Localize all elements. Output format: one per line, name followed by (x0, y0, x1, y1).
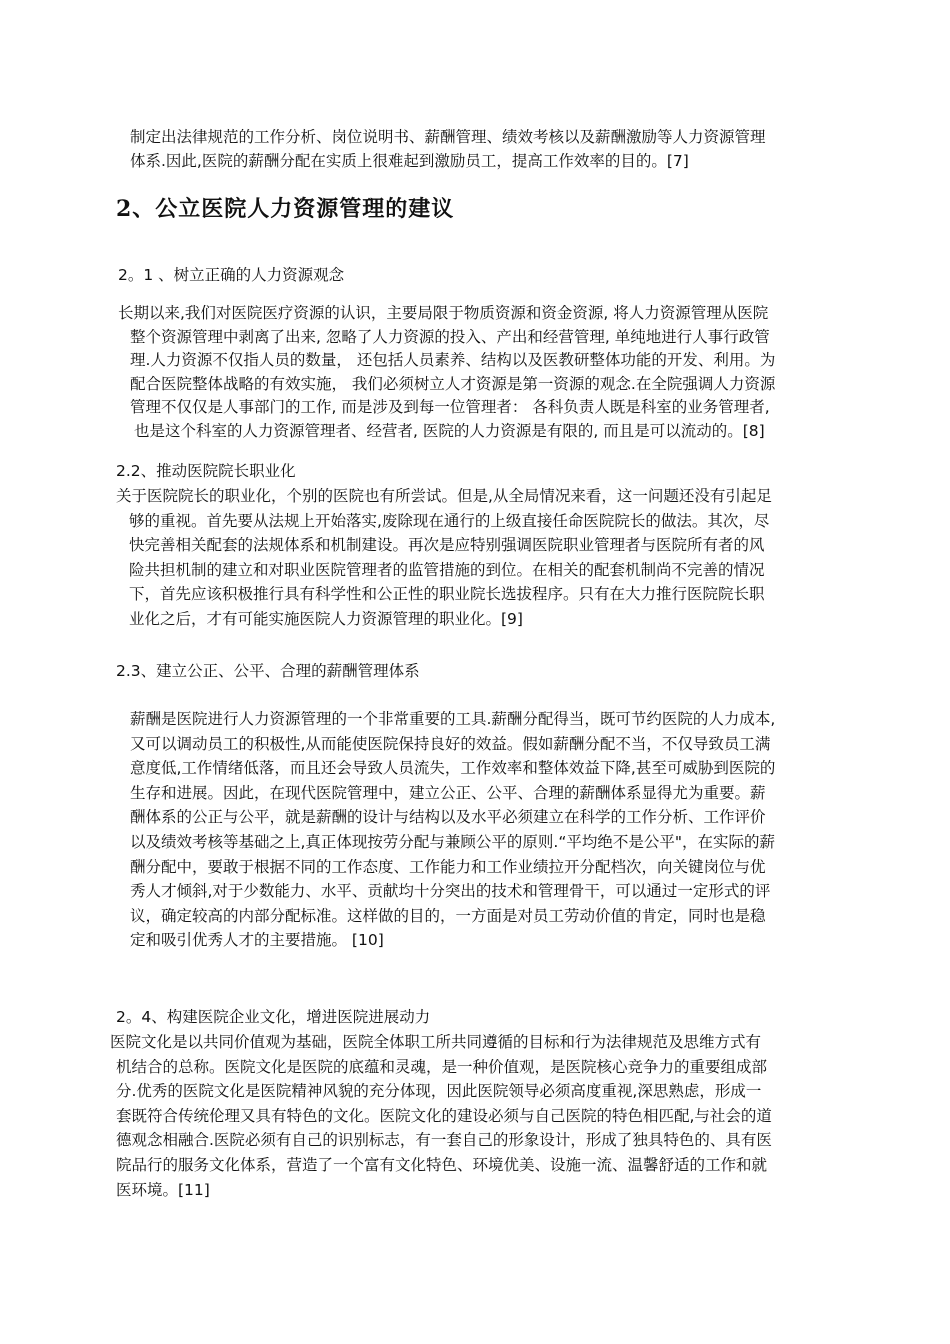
paragraph-line: 关于医院院长的职业化，个别的医院也有所尝试。但是,从全局情况来看，这一问题还没有引起足 (116, 487, 772, 505)
section-2-2-heading: 2.2、推动医院院长职业化 (116, 462, 296, 480)
paragraph-line: 议，确定较高的内部分配标准。这样做的目的，一方面是对员工劳动价值的肯定，同时也是稳 (130, 906, 766, 925)
section-2-3-heading: 2.3、建立公正、公平、合理的薪酬管理体系 (116, 662, 420, 680)
paragraph-line: 险共担机制的建立和对职业医院管理者的监管措施的到位。在相关的配套机制尚不完善的情况 (129, 560, 765, 579)
paragraph-line: 分.优秀的医院文化是医院精神风貌的充分体现，因此医院领导必须高度重视,深思熟虑，形成一 (116, 1082, 762, 1101)
section-2-4-heading: 2。4、构建医院企业文化，增进医院进展动力 (116, 1008, 431, 1026)
paragraph-line: 业化之后，才有可能实施医院人力资源管理的职业化。[9] (129, 609, 523, 628)
intro-line: 制定出法律规范的工作分析、岗位说明书、薪酬管理、绩效考核以及薪酬激励等人力资源管理 (130, 128, 766, 146)
paragraph-line: 够的重视。首先要从法规上开始落实,废除现在通行的上级直接任命医院院长的做法。其次，尽 (129, 511, 770, 530)
paragraph-line: 配合医院整体战略的有效实施， 我们必须树立人才资源是第一资源的观念.在全院强调人力资源 (130, 374, 776, 393)
paragraph-line: 理.人力资源不仅指人员的数量， 还包括人员素养、结构以及医教研整体功能的开发、利用。为 (130, 351, 776, 369)
paragraph-line: 又可以调动员工的积极性,从而能使医院保持良好的效益。假如薪酬分配不当，不仅导致员工满 (130, 734, 771, 753)
paragraph-line: 机结合的总称。医院文化是医院的底蕴和灵魂，是一种价值观，是医院核心竞争力的重要组成部 (116, 1057, 768, 1076)
paragraph-line: 酬分配中，要敢于根据不同的工作态度、工作能力和工作业绩拉开分配档次，向关键岗位与优 (130, 857, 766, 876)
paragraph-line: 下，首先应该积极推行具有科学性和公正性的职业院长选拔程序。只有在大力推行医院院长职 (129, 585, 765, 603)
paragraph-line: 医环境。[11] (116, 1180, 210, 1199)
paragraph-line: 套既符合传统伦理又具有特色的文化。医院文化的建设必须与自己医院的特色相匹配,与社会的道 (116, 1106, 772, 1125)
paragraph-line: 德观念相融合.医院必须有自己的识别标志，有一套自己的形象设计，形成了独具特色的、具有医 (116, 1131, 772, 1150)
paragraph-line: 薪酬是医院进行人力资源管理的一个非常重要的工具.薪酬分配得当，既可节约医院的人力成本, (130, 710, 776, 728)
section-2-title: 2、公立医院人力资源管理的建议 (116, 196, 455, 222)
paragraph-line: 秀人才倾斜,对于少数能力、水平、贡献均十分突出的技术和管理骨干，可以通过一定形式的评 (130, 882, 771, 901)
paragraph-line: 以及绩效考核等基础之上,真正体现按劳分配与兼顾公平的原则.“平均绝不是公平"，在实际的薪 (130, 832, 776, 851)
paragraph-line: 也是这个科室的人力资源管理者、经营者, 医院的人力资源是有限的, 而且是可以流动的。[8] (134, 421, 765, 440)
paragraph-line: 整个资源管理中剥离了出来, 忽略了人力资源的投入、产出和经营管理, 单纯地进行人事行政管 (130, 327, 770, 346)
section-2-1-heading: 2。1 、树立正确的人力资源观念 (118, 266, 345, 284)
paragraph-line: 院品行的服务文化体系，营造了一个富有文化特色、环境优美、设施一流、温馨舒适的工作和就 (116, 1155, 768, 1174)
intro-paragraph (130, 125, 766, 173)
paragraph-line: 生存和进展。因此，在现代医院管理中，建立公正、公平、合理的薪酬体系显得尤为重要。薪 (130, 783, 766, 802)
paragraph-line: 长期以来,我们对医院医疗资源的认识，主要局限于物质资源和资金资源, 将人力资源管理从医院 (118, 304, 769, 322)
paragraph-line: 快完善相关配套的法规体系和机制建设。再次是应特别强调医院职业管理者与医院所有者的风 (129, 536, 765, 554)
section-2-2-paragraph (116, 484, 772, 631)
paragraph-line: 医院文化是以共同价值观为基础，医院全体职工所共同遵循的目标和行为法律规范及思维方式有 (110, 1033, 762, 1051)
intro-line: 体系.因此,医院的薪酬分配在实质上很难起到激励员工，提高工作效率的目的。[7] (130, 152, 689, 170)
section-2-4-paragraph (110, 1030, 772, 1202)
paragraph-line: 酬体系的公正与公平，就是薪酬的设计与结构以及水平必须建立在科学的工作分析、工作评价 (130, 808, 766, 827)
paragraph-line: 意度低,工作情绪低落，而且还会导致人员流失，工作效率和整体效益下降,甚至可威胁到医院的 (130, 759, 776, 778)
section-2-1-paragraph (118, 302, 775, 443)
paragraph-line: 定和吸引优秀人才的主要措施。 [10] (130, 931, 384, 950)
section-2-3-paragraph (130, 707, 775, 953)
paragraph-line: 管理不仅仅是人事部门的工作, 而是涉及到每一位管理者： 各科负责人既是科室的业务管理者, (130, 398, 770, 416)
